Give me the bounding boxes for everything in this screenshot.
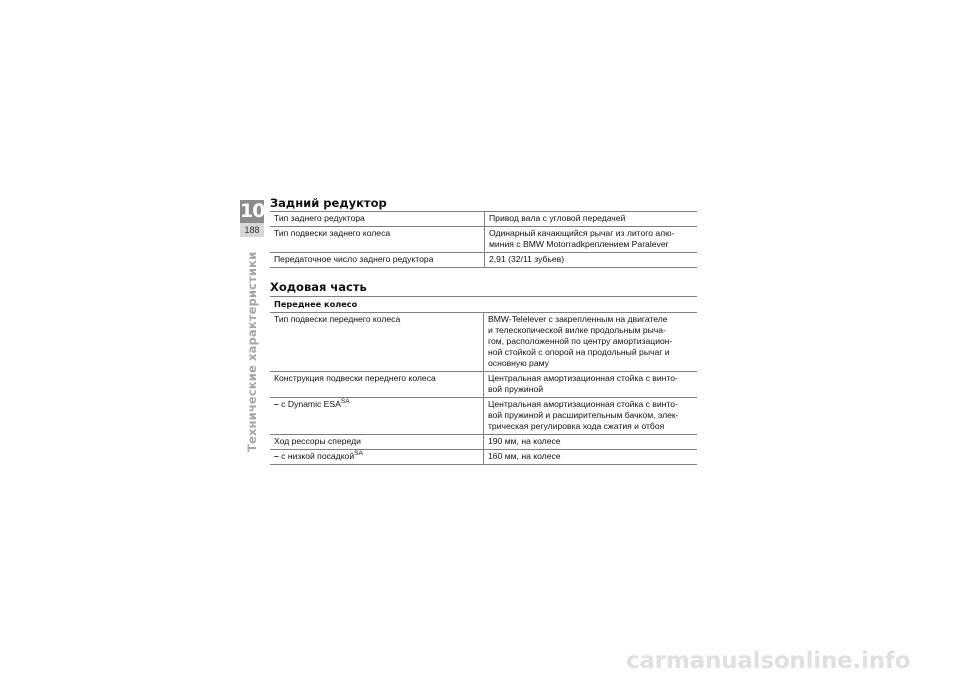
- spec-label: [270, 450, 484, 465]
- spec-value: 2,91 (32/11 зубьев): [485, 253, 698, 268]
- section-title-rear-final-drive: Задний редуктор: [270, 196, 387, 210]
- dash-marker: –: [274, 451, 279, 461]
- spec-label: Ход рессоры спереди: [270, 435, 484, 450]
- table-row: [270, 313, 697, 372]
- chassis-table: [270, 296, 697, 465]
- spec-label: Тип заднего редуктора: [270, 212, 485, 227]
- chapter-number-badge: 10: [240, 200, 265, 222]
- spec-value: Одинарный качающийся рычаг из литого алю- миния с BMW Motorradkреплением Paralever: [485, 227, 698, 253]
- page-number: 188: [240, 223, 264, 237]
- special-equipment-marker: SA: [340, 398, 350, 405]
- spec-value: 160 мм, на колесе: [484, 450, 698, 465]
- table-row: [270, 372, 697, 398]
- table-row: [270, 212, 697, 227]
- spec-label: Тип подвески переднего колеса: [270, 313, 484, 372]
- spec-value: BMW-Telelever с закрепленным на двигателе и телескопической вилке продольным рыча- гом, расположенной по центру амортизацион- ной стойкой с опорой на продольный рычаг и основную раму: [484, 313, 698, 372]
- table-row: [270, 450, 697, 465]
- spec-label: Конструкция подвески переднего колеса: [270, 372, 484, 398]
- spec-label-text: с Dynamic ESA: [281, 399, 341, 409]
- dash-marker: –: [274, 399, 279, 409]
- table-row: [270, 253, 697, 268]
- table-row: [270, 227, 697, 253]
- spec-value: Центральная амортизационная стойка с винто- вой пружиной: [484, 372, 698, 398]
- page-content: [270, 195, 697, 465]
- spec-label-text: с низкой посадкой: [281, 451, 355, 461]
- spec-value: 190 мм, на колесе: [484, 435, 698, 450]
- section-title-chassis: Ходовая часть: [270, 280, 367, 294]
- spec-label: Передаточное число заднего редуктора: [270, 253, 485, 268]
- subheader-front-wheel: Переднее колесо: [270, 297, 697, 313]
- table-row: [270, 398, 697, 435]
- table-subheader-row: [270, 297, 697, 313]
- special-equipment-marker: SA: [354, 450, 363, 457]
- spec-label: Тип подвески заднего колеса: [270, 227, 485, 253]
- table-row: [270, 435, 697, 450]
- spec-label: [270, 398, 484, 435]
- spec-value: Центральная амортизационная стойка с винто- вой пружиной и расширительным бачком, элек- трическая регулировка хода сжатия и отбоя: [484, 398, 698, 435]
- spec-value: Привод вала с угловой передачей: [485, 212, 698, 227]
- rear-final-drive-table: [270, 211, 697, 268]
- watermark-text: carmanualsonline.info: [626, 648, 911, 674]
- chapter-side-title: Технические характеристики: [245, 251, 259, 452]
